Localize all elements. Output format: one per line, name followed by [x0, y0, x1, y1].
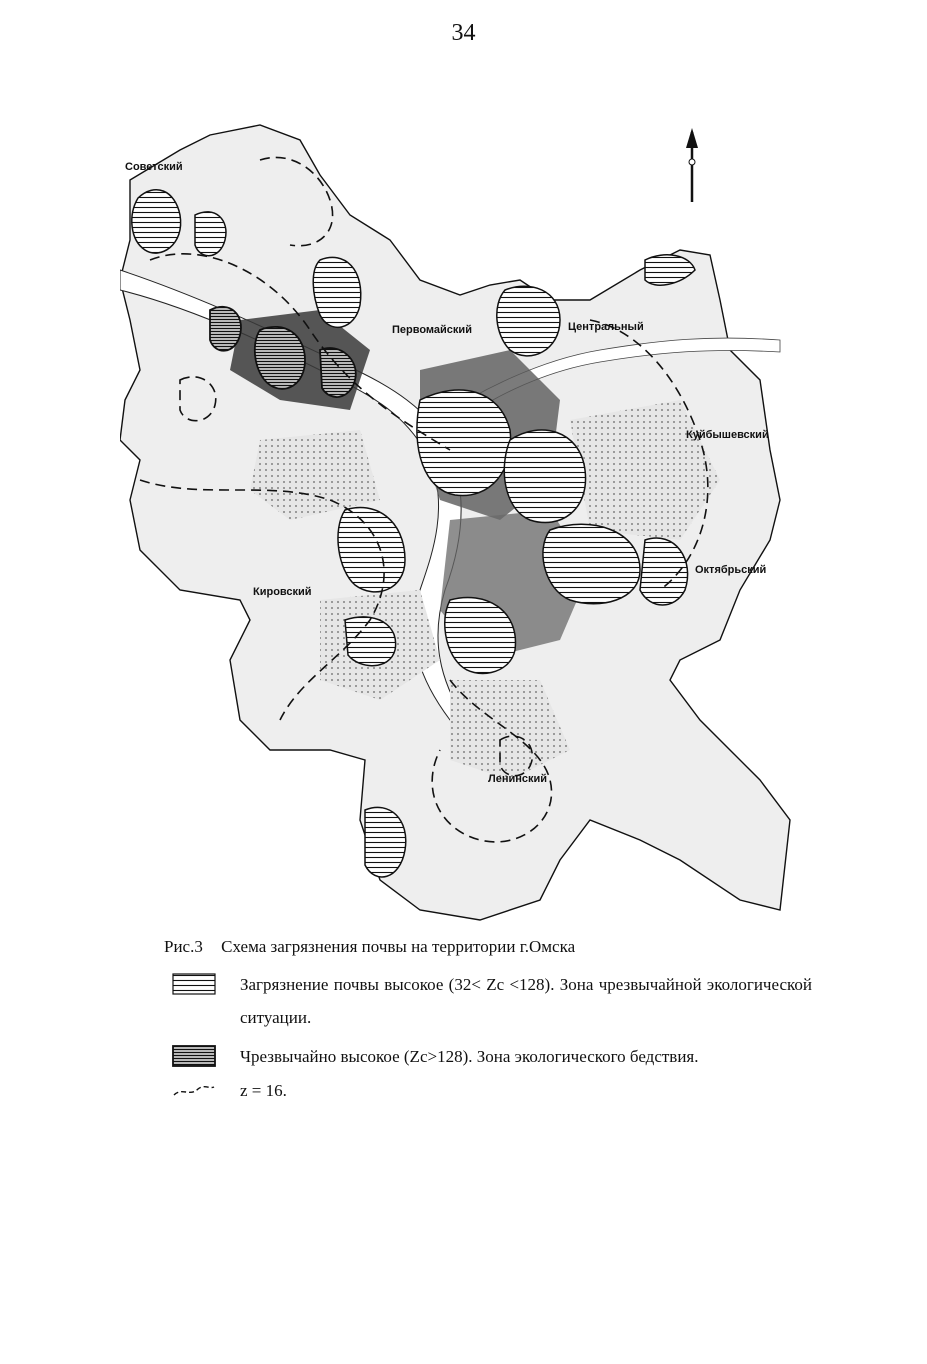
figure-number: Рис.3	[164, 937, 203, 956]
map-svg	[120, 120, 800, 930]
horizontal-hatch-icon	[172, 973, 216, 995]
page-number: 34	[451, 20, 476, 46]
district-label-oktyabrsky: Октябрьский	[695, 564, 767, 576]
district-label-kirovsky: Кировский	[253, 586, 312, 598]
pollution-map	[120, 120, 800, 930]
district-label-pervomaysky: Первомайский	[392, 324, 472, 336]
figure-caption	[164, 937, 575, 957]
north-arrow-icon	[686, 128, 698, 202]
district-label-centralny: Центральный	[568, 321, 644, 333]
district-label-leninsky: Ленинский	[488, 773, 548, 785]
district-label-sovetsky: Советский	[125, 161, 183, 173]
legend-item-isoline	[172, 1074, 812, 1107]
legend-text-isoline: z = 16.	[240, 1081, 287, 1100]
legend-item-extreme	[172, 1040, 812, 1073]
dashed-isoline-icon	[172, 1079, 216, 1101]
district-label-kuybyshevsky: Куйбышевский	[686, 429, 769, 441]
figure-title: Схема загрязнения почвы на территории г.Омска	[221, 937, 576, 956]
legend-item-high	[172, 968, 812, 1034]
dense-horizontal-hatch-icon	[172, 1045, 216, 1067]
legend-text-high: Загрязнение почвы высокое (32< Zc <128). Зона чрезвычайной экологической ситуации.	[240, 975, 812, 1027]
legend-text-extreme: Чрезвычайно высокое (Zc>128). Зона экологического бедствия.	[240, 1047, 699, 1066]
